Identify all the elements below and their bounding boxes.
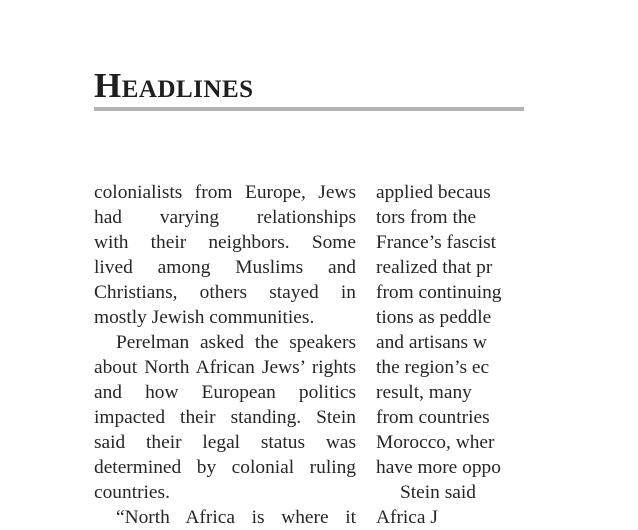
text-line: France’s fascist: [376, 232, 497, 253]
text-line: from countries: [376, 407, 490, 428]
text-line: countries.: [94, 482, 170, 503]
text-line: and artisans w: [376, 332, 487, 353]
text-line: realized that pr: [376, 257, 493, 278]
text-line: Morocco, wher: [376, 432, 495, 453]
text-line: tions as peddle: [376, 307, 492, 328]
text-line: and how European politics: [94, 382, 356, 403]
text-line: mostly Jewish communities.: [94, 307, 315, 328]
text-line: about North African Jews’ rights: [94, 357, 356, 378]
text-line: have more oppo: [376, 457, 501, 478]
text-line: determined by colonial ruling: [94, 457, 356, 478]
text-line: Perelman asked the speakers: [116, 332, 356, 353]
text-line: tors from the: [376, 207, 477, 228]
text-line: “North Africa is where it: [116, 507, 356, 528]
text-line: result, many: [376, 382, 472, 403]
text-line: the region’s ec: [376, 357, 490, 378]
text-line: with their neighbors. Some: [94, 232, 356, 253]
text-line: from continuing: [376, 282, 502, 303]
text-line: Christians, others stayed in: [94, 282, 356, 303]
text-line: colonialists from Europe, Jews: [94, 182, 356, 203]
text-line: had varying relationships: [94, 207, 356, 228]
text-line: said their legal status was: [94, 432, 356, 453]
section-heading: Headlines: [94, 66, 254, 105]
right-text-column: [376, 180, 638, 530]
text-line: Stein said: [400, 482, 476, 503]
left-text-column: [94, 180, 356, 530]
text-line: applied becaus: [376, 182, 491, 203]
text-line: impacted their standing. Stein: [94, 407, 356, 428]
heading-rule: [94, 107, 524, 111]
text-line: Africa J: [376, 507, 438, 528]
text-line: lived among Muslims and: [94, 257, 356, 278]
